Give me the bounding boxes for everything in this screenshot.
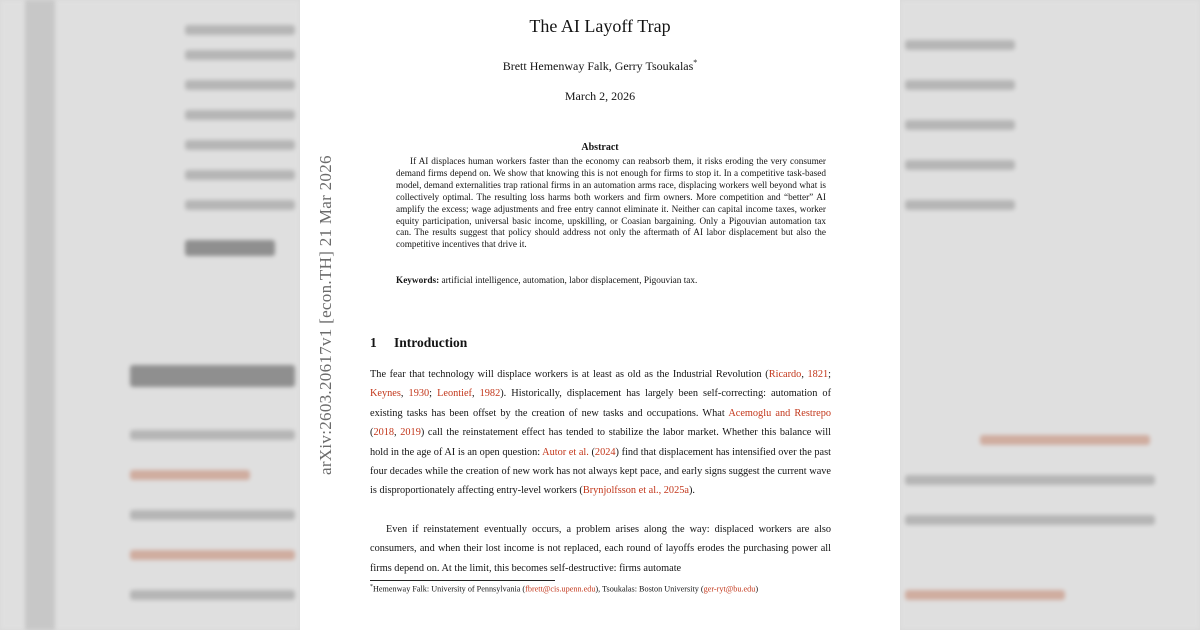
p1-text: ,: [471, 388, 480, 400]
p1-text: (: [588, 446, 595, 458]
paper-date: March 2, 2026: [564, 89, 636, 103]
footnote-text: ): [755, 584, 759, 594]
p1-text: ,: [394, 427, 401, 439]
intro-paragraph-1: [370, 365, 831, 501]
citation-link[interactable]: 1821: [807, 369, 829, 380]
p1-text: ). Historically, displacement has largely been self-correcting: automation of existing tasks has been offset by the creation of new tasks and occupations. What: [370, 388, 831, 419]
section-number: 1: [370, 335, 377, 350]
citation-link[interactable]: 2019: [400, 427, 421, 439]
keywords-label: Keywords:: [396, 276, 440, 286]
author-footnote-mark: *: [693, 58, 698, 67]
footnote-rule: [370, 580, 555, 581]
section-heading: [370, 335, 467, 351]
footnote-text: ), Tsoukalas: Boston University (: [595, 584, 704, 594]
p1-text: ;: [429, 388, 438, 400]
author-names: Brett Hemenway Falk, Gerry Tsoukalas: [502, 59, 694, 73]
backdrop-line: [905, 200, 1015, 210]
p1-text: ) call the reinstatement effect has tended to stabilize the labor market. Whether this balance will hold in the age of AI is an open question:: [370, 427, 831, 458]
intro-paragraph-2: Even if reinstatement eventually occurs, a problem arises along the way: displaced workers are also consumers, and when their lost income is not replaced, each round of layoffs erodes the purchasing power all firms depend on. At the limit, this becomes self-destructive: firms automate: [370, 524, 831, 574]
backdrop-line: [185, 25, 295, 35]
backdrop-line: [185, 200, 295, 210]
email-link[interactable]: fbrett@cis.upenn.edu: [525, 584, 596, 594]
citation-link[interactable]: Brynjolfsson et al., 2025a: [582, 485, 689, 497]
backdrop-line: [905, 80, 1015, 90]
citation-link[interactable]: 2018: [373, 427, 395, 439]
backdrop-vertical-band: [25, 0, 55, 630]
p1-text: ).: [688, 485, 695, 497]
backdrop-line: [905, 40, 1015, 50]
backdrop-line: [130, 430, 295, 440]
arxiv-identifier: arXiv:2603.20617v1 [econ.TH] 21 Mar 2026: [316, 155, 335, 475]
footnote-mark: *: [370, 584, 373, 590]
paper-page: [300, 0, 900, 630]
p1-text: ) find that displacement has intensified over the past four decades while the creation of new work has not always kept pace, and early signs suggest the current wave is disproportionately affecting entry-level workers (: [370, 446, 831, 497]
citation-link[interactable]: Keynes: [370, 388, 401, 400]
backdrop-heading: [130, 365, 295, 387]
paper-title: The AI Layoff Trap: [529, 16, 671, 36]
backdrop-line: [130, 470, 250, 480]
paper-authors: [300, 58, 900, 74]
backdrop-line: [905, 590, 1065, 600]
backdrop-line: [905, 475, 1155, 485]
backdrop-line: [980, 435, 1150, 445]
backdrop-line: [905, 515, 1155, 525]
citation-link[interactable]: 2024: [594, 446, 616, 458]
backdrop-line: [185, 170, 295, 180]
footnote: [370, 582, 831, 595]
p1-text: (: [370, 427, 374, 439]
abstract-text: If AI displaces human workers faster than the economy can reabsorb them, it risks eroding the very consumer demand firms depend on. We show that knowing this is not enough for firms to stop it. In a competitive task-based model, demand externalities trap rational firms in an automation arms race, displacing workers well beyond what is collectively optimal. The resulting loss harms both workers and firm owners. More competition and “better” AI amplify the excess; wage adjustments and free entry cannot eliminate it. Neither can capital income taxes, worker equity participation, universal basic income, upskilling, or Coasian bargaining. Only a Pigouvian automation tax can. The results suggest that policy should address not only the aftermath of AI labor displacement but also the competitive incentives that drive it.: [396, 157, 826, 251]
citation-link[interactable]: Autor et al.: [542, 446, 589, 458]
backdrop-line: [130, 550, 295, 560]
backdrop-right: [900, 0, 1200, 630]
abstract-heading: Abstract: [581, 142, 619, 153]
footnote-text: Hemenway Falk: University of Pennsylvania (: [373, 584, 526, 594]
citation-link[interactable]: Leontief: [437, 388, 472, 400]
backdrop-line: [185, 80, 295, 90]
p1-text: ,: [801, 369, 808, 380]
p1-text: ;: [828, 369, 831, 380]
backdrop-line: [185, 50, 295, 60]
backdrop-line: [905, 120, 1015, 130]
backdrop-left: [0, 0, 300, 630]
citation-link[interactable]: Acemoglu and Restrepo: [728, 407, 831, 419]
backdrop-line: [185, 140, 295, 150]
backdrop-line: [130, 510, 295, 520]
p1-text: The fear that technology will displace workers is at least as old as the Industrial Revolution (: [370, 369, 769, 380]
citation-link[interactable]: Ricardo: [768, 369, 802, 380]
backdrop-line: [905, 160, 1015, 170]
citation-link[interactable]: 1982: [479, 388, 501, 400]
backdrop-line: [130, 590, 295, 600]
backdrop-line: [185, 110, 295, 120]
p1-text: ,: [400, 388, 409, 400]
backdrop-line: [185, 240, 275, 256]
section-title: Introduction: [394, 335, 468, 350]
keywords-text: artificial intelligence, automation, labor displacement, Pigouvian tax.: [441, 276, 698, 286]
email-link[interactable]: ger-ryt@bu.edu: [703, 584, 756, 594]
citation-link[interactable]: 1930: [408, 388, 430, 400]
keywords: [396, 276, 836, 286]
